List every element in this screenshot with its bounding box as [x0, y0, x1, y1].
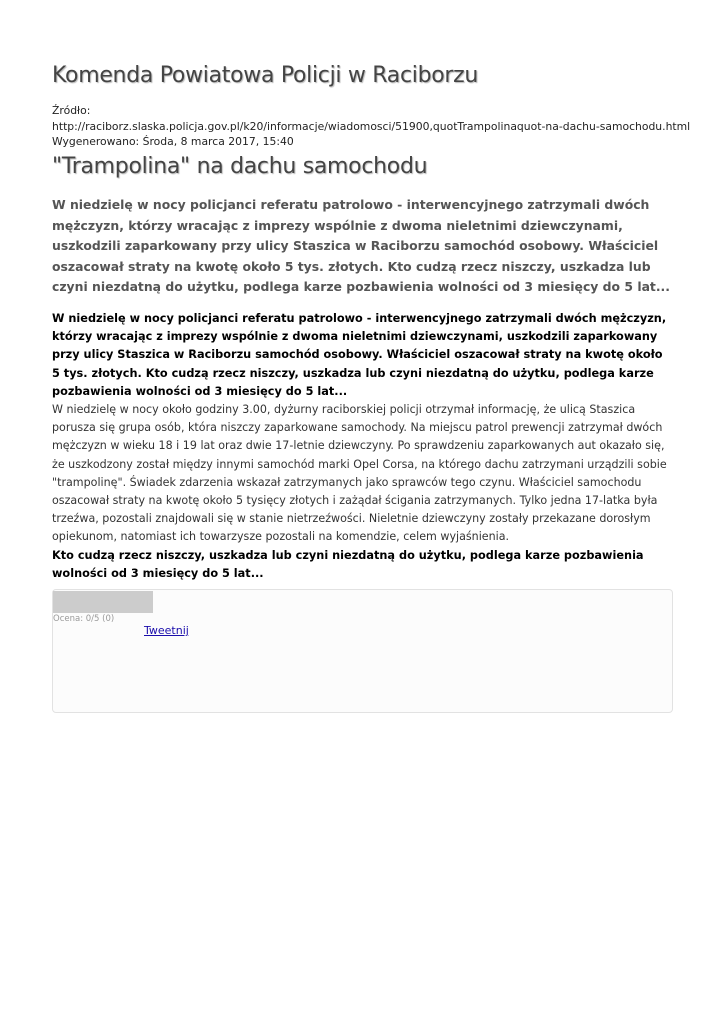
article-body-bold-intro: W niedzielę w nocy policjanci referatu patrolowo - interwencyjnego zatrzymali dwóch mężczyzn, którzy wracając z imprezy wspólnie z dwoma nieletnimi dziewczynami, uszkodzili zaparkowany przy ulicy Staszica w Raciborzu samochód osobowy. Właściciel oszacował straty na kwotę około 5 tys. złotych. Kto cudzą rzecz niszczy, uszkadza lub czyni niezdatną do użytku, podlega karze pozbawienia wolności od 3 miesięcy do 5 lat... — [52, 312, 667, 398]
source-url: http://raciborz.slaska.policja.gov.pl/k20/informacje/wiadomosci/51900,quotTrampolinaquot-na-dachu-samochodu.html — [52, 119, 691, 133]
site-title: Komenda Powiatowa Policji w Raciborzu — [52, 63, 479, 88]
article-body — [52, 310, 674, 583]
article-body-bold-outro: Kto cudzą rzecz niszczy, uszkadza lub czyni niezdatną do użytku, podlega karze pozbawienia wolności od 3 miesięcy do 5 lat... — [52, 548, 644, 580]
rating-panel — [52, 589, 673, 713]
rating-stars-widget[interactable] — [53, 591, 153, 613]
article-body-paragraph: W niedzielę w nocy około godziny 3.00, dyżurny raciborskiej policji otrzymał informację, że ulicą Staszica porusza się grupa osób, która niszczy zaparkowane samochody. Na miejscu patrol prewencji zatrzymał dwóch mężczyzn w wieku 18 i 19 lat oraz dwie 17-letnie dziewczyny. Po sprawdzeniu zaparkowanych aut okazało się, że uszkodzony został między innymi samochód marki Opel Corsa, na którego dachu zatrzymani urządzili sobie "trampolinę". Świadek zdarzenia wskazał zatrzymanych jako sprawców tego czynu. Właściciel samochodu oszacował straty na kwotę około 5 tysięcy złotych i zażądał ścigania zatrzymanych. Tylko jedna 17-latka była trzeźwa, pozostali znajdowali się w stanie nietrzeźwości. Nieletnie dziewczyny zostały przekazane dorosłym opiekunom, natomiast ich towarzysze pozostali na komendzie, celem wyjaśnienia. — [52, 403, 667, 544]
article-title: "Trampolina" na dachu samochodu — [52, 154, 428, 179]
article-lead: W niedzielę w nocy policjanci referatu patrolowo - interwencyjnego zatrzymali dwóch mężczyzn, którzy wracając z imprezy wspólnie z dwoma nieletnimi dziewczynami, uszkodzili zaparkowany przy ulicy Staszica w Raciborzu samochód osobowy. Właściciel oszacował straty na kwotę około 5 tys. złotych. Kto cudzą rzecz niszczy, uszkadza lub czyni niezdatną do użytku, podlega karze pozbawienia wolności od 3 miesięcy do 5 lat... — [52, 197, 670, 295]
document-meta — [52, 103, 692, 150]
source-label: Źródło: — [52, 104, 91, 117]
rating-label: Ocena: 0/5 (0) — [53, 614, 115, 624]
generated-date: Wygenerowano: Środa, 8 marca 2017, 15:40 — [52, 135, 294, 148]
tweet-link[interactable]: Tweetnij — [144, 624, 189, 637]
